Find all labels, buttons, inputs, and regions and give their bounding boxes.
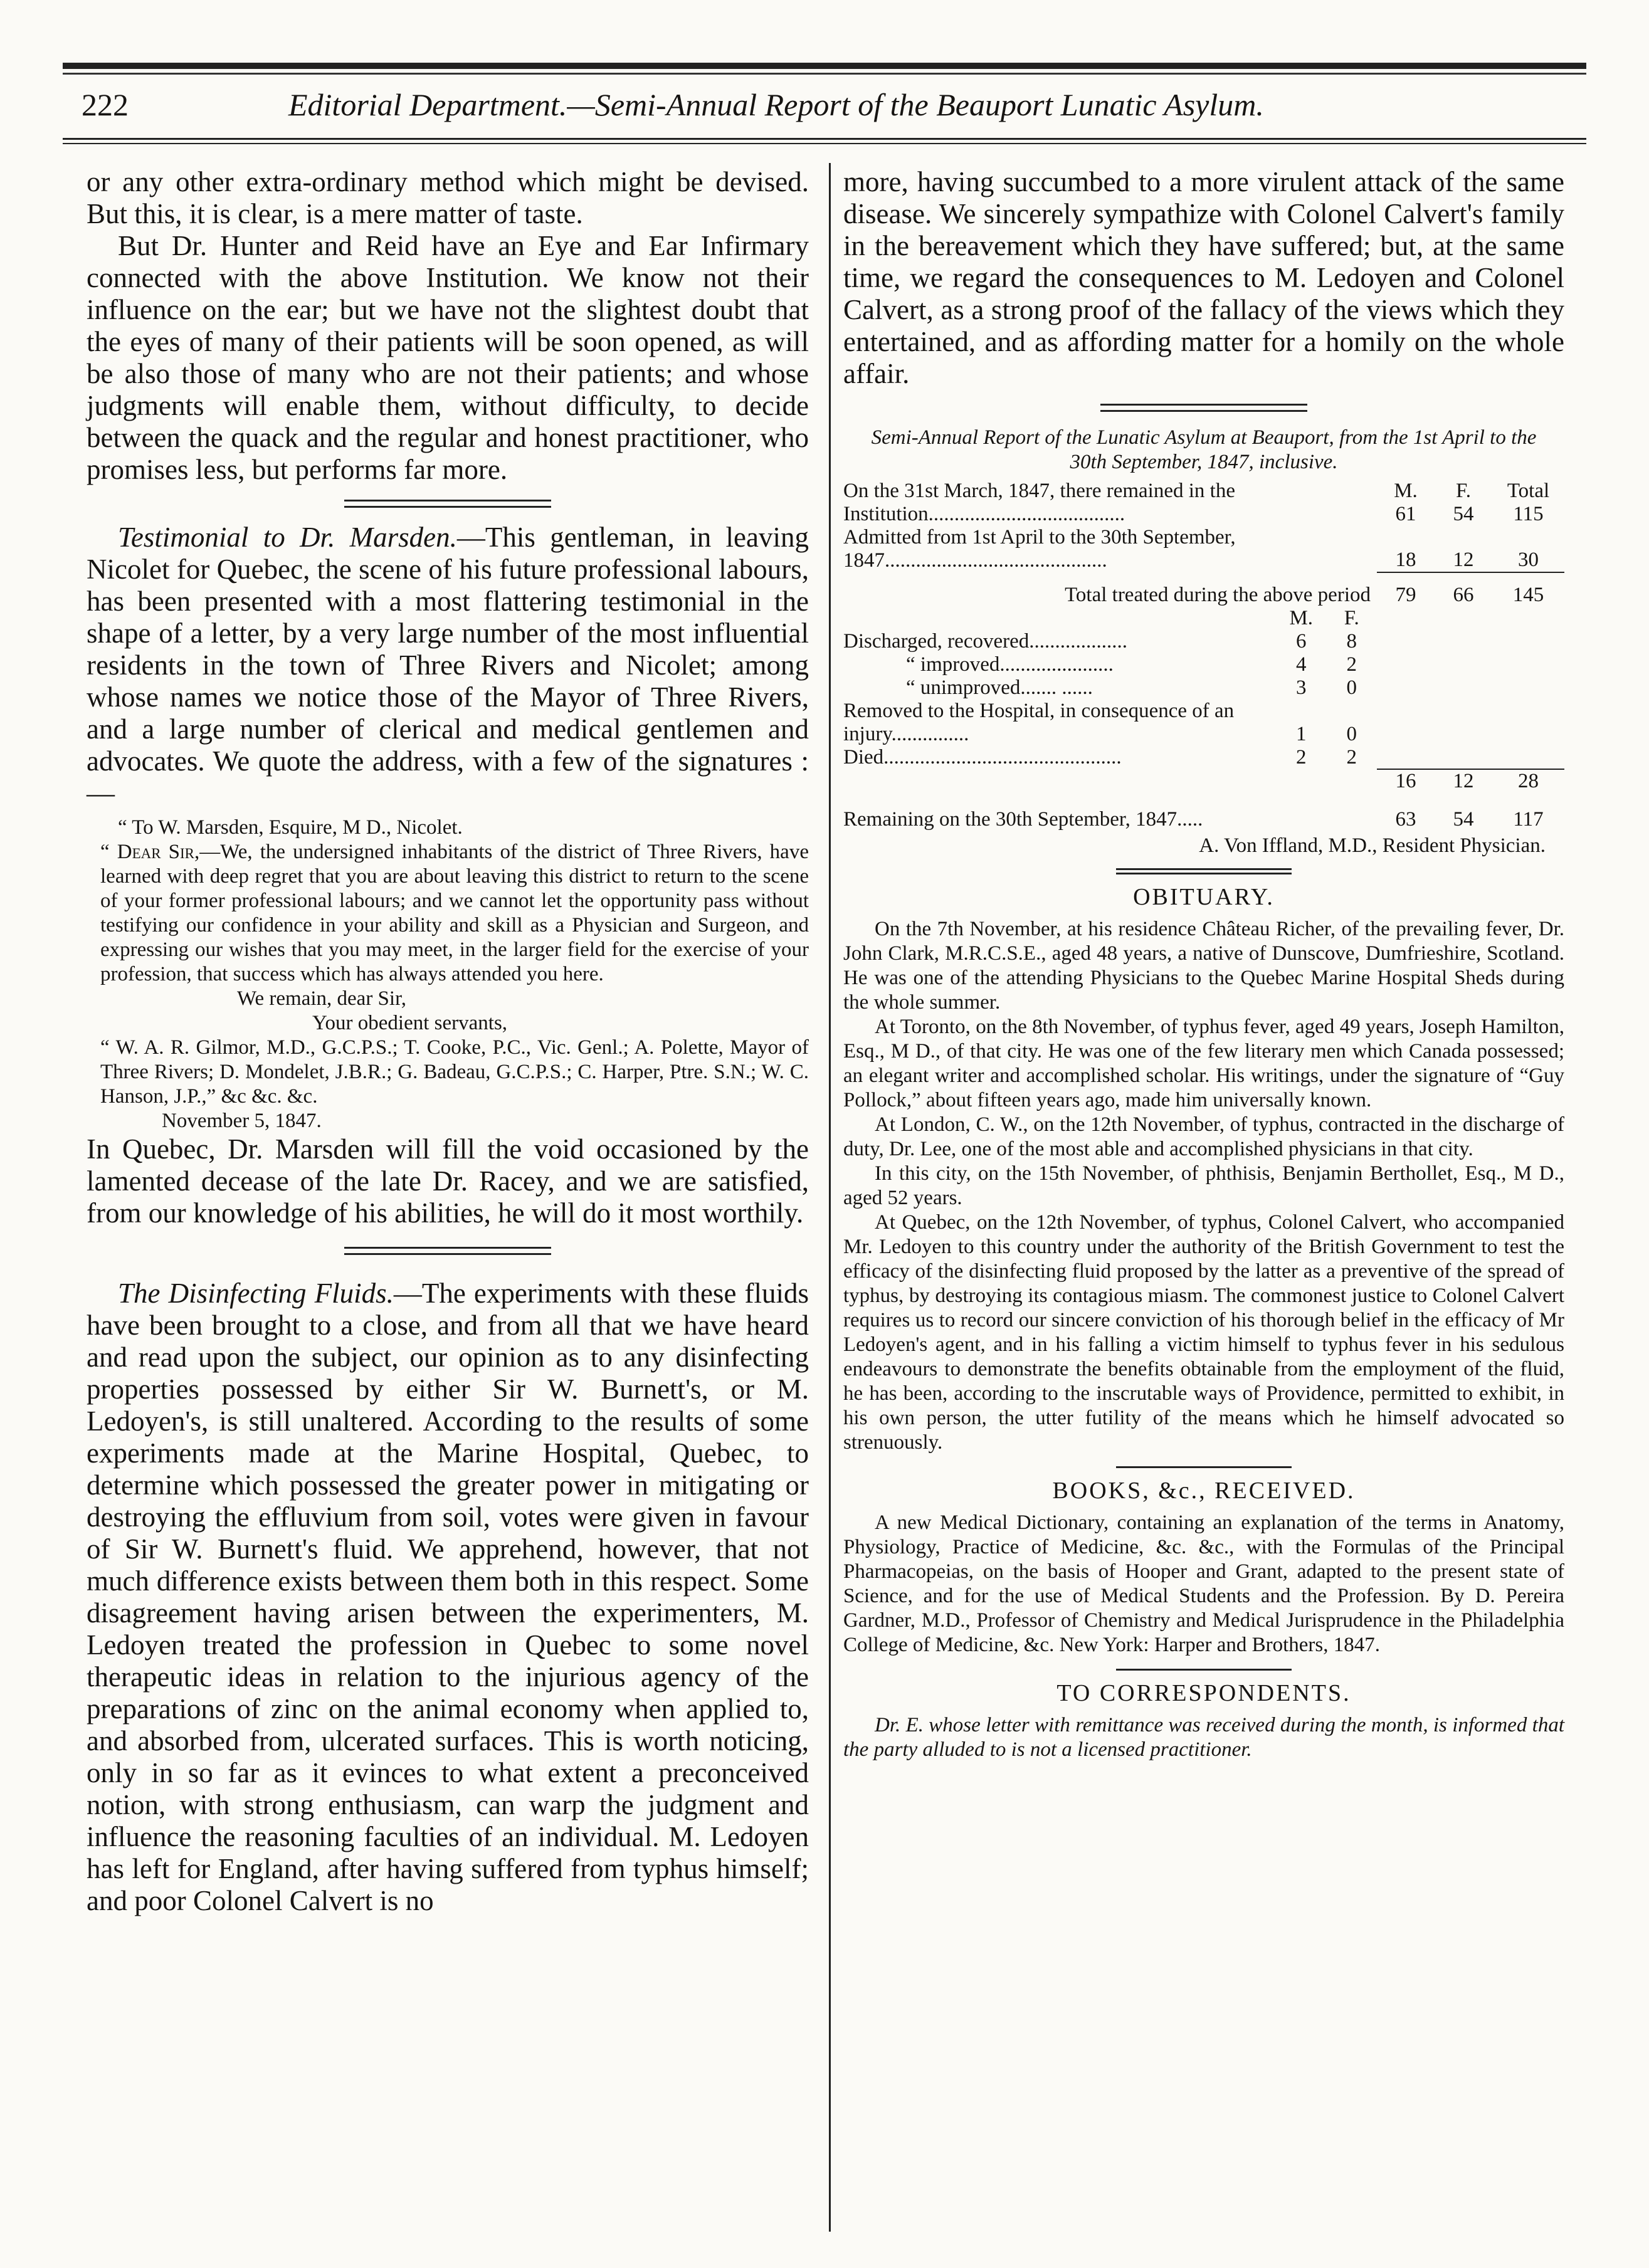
table-cell: On the 31st March, 1847, there remained in the Institution...................................... (843, 480, 1235, 525)
obituary-entry: On the 7th November, at his residence Château Richer, of the prevailing fever, Dr. John Clark, M.R.C.S.E., aged 48 years, a native of Dunscove, Dumfrieshire, Scotland. He was one of the attending Physicians to the Quebec Marine Hospital Sheds during the whole summer. (843, 918, 1564, 1014)
page (63, 38, 1586, 2232)
table-cell: 2 (1346, 746, 1357, 769)
section-separator (344, 500, 551, 508)
table-cell (1377, 607, 1564, 630)
column-header: F. (1344, 607, 1359, 629)
table-cell: 54 (1453, 503, 1474, 525)
table-row (843, 793, 1564, 831)
table-row (843, 526, 1564, 572)
paragraph: In Quebec, Dr. Marsden will fill the void occasioned by the lamented decease of the late Dr. Racey, and we are satisfied, from our knowledge of his abilities, he will do it most worthily. (87, 1133, 809, 1229)
section-rule (1116, 1466, 1292, 1468)
obituary-entry: In this city, on the 15th November, of phthisis, Benjamin Berthollet, Esq., M D., aged 52 years. (843, 1162, 1564, 1209)
table-row (843, 630, 1564, 653)
table-cell: 12 (1435, 769, 1492, 793)
article-testimonial (87, 522, 809, 809)
column-header: F. (1456, 480, 1471, 502)
obituary-heading: OBITUARY. (1133, 884, 1275, 910)
section-separator (1100, 404, 1307, 412)
books-heading: BOOKS, &c., RECEIVED. (1052, 1478, 1356, 1504)
article-title: The Disinfecting Fluids. (118, 1278, 394, 1309)
table-cell: 145 (1492, 572, 1564, 607)
table-cell: Died.............................................. (843, 746, 1122, 769)
column-header: M. (1289, 607, 1314, 629)
table-row (843, 480, 1564, 526)
table-cell: Removed to the Hospital, in consequence of an injury............... (843, 700, 1235, 745)
table-cell: 2 (1346, 653, 1357, 676)
table-cell (1377, 480, 1435, 526)
paragraph: But Dr. Hunter and Reid have an Eye and Ear Infirmary connected with the above Institution. We know not their influence on the ear; but we have not the slightest doubt that the eyes of many of their patients will be soon opened, as will be also those of many who are not their patients; and whose judgments will enable them, without difficulty, to decide between the quack and the regular and honest practitioner, who promises less, but performs far more. (87, 230, 809, 485)
article-body: —This gentleman, in leaving Nicolet for Quebec, the scene of his future professional labours, has been presented with a most flattering testimonial in the shape of a letter, by a very large number of the most influential residents in the town of Three Rivers and Nicolet; among whose names we notice those of the Mayor of Three Rivers, and a large number of clerical and medical gentlemen and advocates. We quote the address, with a few of the signatures :— (87, 522, 809, 809)
column-divider (829, 163, 831, 2232)
table-cell: “ improved...................... (906, 653, 1114, 676)
table-cell: Remaining on the 30th September, 1847..... (843, 808, 1203, 831)
table-cell (843, 769, 1377, 793)
table-cell: 8 (1346, 630, 1357, 653)
letter-address: “ To W. Marsden, Esquire, M D., Nicolet. (118, 816, 463, 839)
table-cell (1377, 746, 1564, 769)
table-cell: “ unimproved....... ...... (906, 676, 1093, 699)
article-fluids (87, 1278, 809, 1917)
table-cell: 0 (1346, 676, 1357, 699)
table-cell: 30 (1518, 549, 1539, 571)
table-cell: 4 (1296, 653, 1307, 676)
paragraph: or any other extra-ordinary method which might be devised. But this, it is clear, is a mere matter of taste. (87, 166, 809, 229)
table-row (843, 572, 1564, 607)
letter-signatures: “ W. A. R. Gilmor, M.D., G.C.P.S.; T. Cooke, P.C., Vic. Genl.; A. Polette, Mayor of Three Rivers; D. Mondelet, J.B.R.; G. Badeau, G.C.P.S.; C. Harper, Ptre. S.N.; W. C. Hanson, J.P.,” &c &c. &c. (100, 1036, 809, 1108)
header-rule (63, 138, 1586, 140)
top-rule-thin (63, 73, 1586, 75)
paragraph: more, having succumbed to a more virulent attack of the same disease. We sincerely sympathize with Colonel Calvert's family in the bereavement which they have suffered; but, at the same time, we regard the consequences to M. Ledoyen and Colonel Calvert, as a strong proof of the fallacy of the views which they entertained, and as affording matter for a homily on the whole affair. (843, 166, 1564, 389)
report-table (843, 480, 1564, 831)
table-cell (1377, 676, 1564, 700)
table-cell: 12 (1453, 549, 1474, 571)
letter-salutation: “ Dear Sir, (100, 841, 200, 863)
left-column (87, 166, 809, 1917)
table-cell: 2 (1296, 746, 1307, 769)
table-cell (1492, 480, 1564, 526)
table-cell (1377, 700, 1564, 746)
correspondents-note: Dr. E. whose letter with remittance was received during the month, is informed that the party alluded to is not a licensed practitioner. (843, 1714, 1564, 1761)
obituary-entry: At London, C. W., on the 12th November, of typhus, contracted in the discharge of duty, Dr. Lee, one of the most able and accomplished physicians in that city. (843, 1113, 1564, 1160)
column-header: M. (1394, 480, 1418, 502)
table-cell: Discharged, recovered................... (843, 630, 1127, 653)
table-cell: 61 (1395, 503, 1416, 525)
running-title: Editorial Department.—Semi-Annual Report of the Beauport Lunatic Asylum. (288, 87, 1264, 122)
table-row (843, 676, 1564, 700)
table-cell: 0 (1346, 723, 1357, 745)
table-row (843, 769, 1564, 793)
table-cell: 79 (1377, 572, 1435, 607)
table-cell: 117 (1513, 808, 1544, 831)
table-cell: 3 (1296, 676, 1307, 699)
table-cell: 115 (1513, 503, 1544, 525)
letter-closing: We remain, dear Sir, (237, 987, 406, 1010)
table-cell: 66 (1435, 572, 1492, 607)
letter-body (87, 840, 809, 987)
table-cell: 63 (1395, 808, 1416, 831)
letter-date: November 5, 1847. (162, 1110, 322, 1132)
report-signature: A. Von Iffland, M.D., Resident Physician. (1199, 834, 1546, 857)
article-body: —The experiments with these fluids have been brought to a close, and from all that we have heard and read upon the subject, our opinion as to any disinfecting properties possessed by either Sir W. Burnett's, or M. Ledoyen's, is still unaltered. According to the results of some experiments made at the Marine Hospital, Quebec, to determine which possessed the greater power in mitigating or destroying the effluvium from soil, votes were given in favour of Sir W. Burnett's fluid. We apprehend, however, that not much difference exists between them both in this respect. Some disagreement having arisen between the experimenters, M. Ledoyen treated the profession in Quebec to some novel therapeutic ideas in relation to the injurious agency of the preparations of zinc on the animal economy when applied to, and absorbed from, ulcerated surfaces. This is worth noticing, only in so far as it evinces to what extent a preconceived notion, with strong enthusiasm, can warp the judgment and influence the reasoning faculties of an individual. M. Ledoyen has left for England, after having suffered from typhus himself; and poor Colonel Calvert is no (87, 1278, 809, 1916)
section-separator (344, 1247, 551, 1255)
table-cell: 16 (1377, 769, 1435, 793)
letter-text: —We, the undersigned inhabitants of the district of Three Rivers, have learned with deep regret that you are about leaving this district to return to the scene of your former professional labours; and we cannot let the opportunity pass without testifying our confidence in your ability and skill as a Physician and Surgeon, and expressing our wishes that you may meet, in the larger field for the exercise of your profession, that success which has always attended you here. (100, 841, 809, 985)
books-entry: A new Medical Dictionary, containing an explanation of the terms in Anatomy, Physiology, Practice of Medicine, &c. &c., with the Formulas of the Principal Pharmacopeias, on the basis of Hooper and Grant, adapted to the present state of Science, and for the use of Medical Students and the Profession. By D. Pereira Gardner, M.D., Professor of Chemistry and Medical Jurisprudence in the Philadelphia College of Medicine, &c. New York: Harper and Brothers, 1847. (843, 1511, 1564, 1656)
table-row (843, 700, 1564, 746)
table-cell (1435, 480, 1492, 526)
table-cell (1377, 653, 1564, 676)
table-row (843, 746, 1564, 769)
right-column (843, 166, 1564, 1762)
letter-closing: Your obedient servants, (312, 1012, 508, 1034)
correspondents-heading: TO CORRESPONDENTS. (1056, 1680, 1351, 1706)
table-cell: 6 (1296, 630, 1307, 653)
obituary-entry: At Toronto, on the 8th November, of typhus fever, aged 49 years, Joseph Hamilton, Esq., M D., of that city. He was one of the few literary men which Canada possessed; an elegant writer and accomplished scholar. His writings, under the signature of “Guy Pollock,” about fifteen years ago, made him universally known. (843, 1016, 1564, 1111)
page-number: 222 (82, 87, 129, 122)
report-title: Semi-Annual Report of the Lunatic Asylum at Beauport, from the 1st April to the 30th September, 1847, inclusive. (871, 426, 1537, 473)
top-rule (63, 63, 1586, 69)
table-cell: 28 (1492, 769, 1564, 793)
table-cell (843, 607, 1276, 630)
table-cell (1377, 630, 1564, 653)
obituary-entry: At Quebec, on the 12th November, of typhus, Colonel Calvert, who accompanied Mr. Ledoyen to this country under the authority of the British Government to test the efficacy of the disinfecting fluid proposed by the latter as a preventive of the spread of typhus, by destroying its contagious miasm. The commonest justice to Colonel Calvert requires us to record our sincere conviction of his thorough belief in the efficacy of Mr Ledoyen's agent, and in his falling a victim himself to typhus fever in his sedulous endeavours to demonstrate the benefits obtainable from the employment of the fluid, he has been, according to the inscrutable ways of Providence, permitted to exhibit, in his own person, the utter futility of the means which he himself advocated so strenuously. (843, 1211, 1564, 1454)
table-cell: Total treated during the above period (1065, 584, 1371, 606)
table-row (843, 653, 1564, 676)
table-cell: 54 (1453, 808, 1474, 831)
table-cell: 1 (1296, 723, 1307, 745)
column-header: Total (1507, 480, 1550, 502)
section-rule (1116, 1669, 1292, 1671)
page-header (63, 87, 1586, 130)
table-cell: 18 (1395, 549, 1416, 571)
table-cell: Admitted from 1st April to the 30th September, 1847........................................... (843, 526, 1236, 572)
header-rule-thin (63, 143, 1586, 144)
article-title: Testimonial to Dr. Marsden. (118, 522, 457, 553)
section-separator (1116, 868, 1292, 874)
table-row (843, 607, 1564, 630)
